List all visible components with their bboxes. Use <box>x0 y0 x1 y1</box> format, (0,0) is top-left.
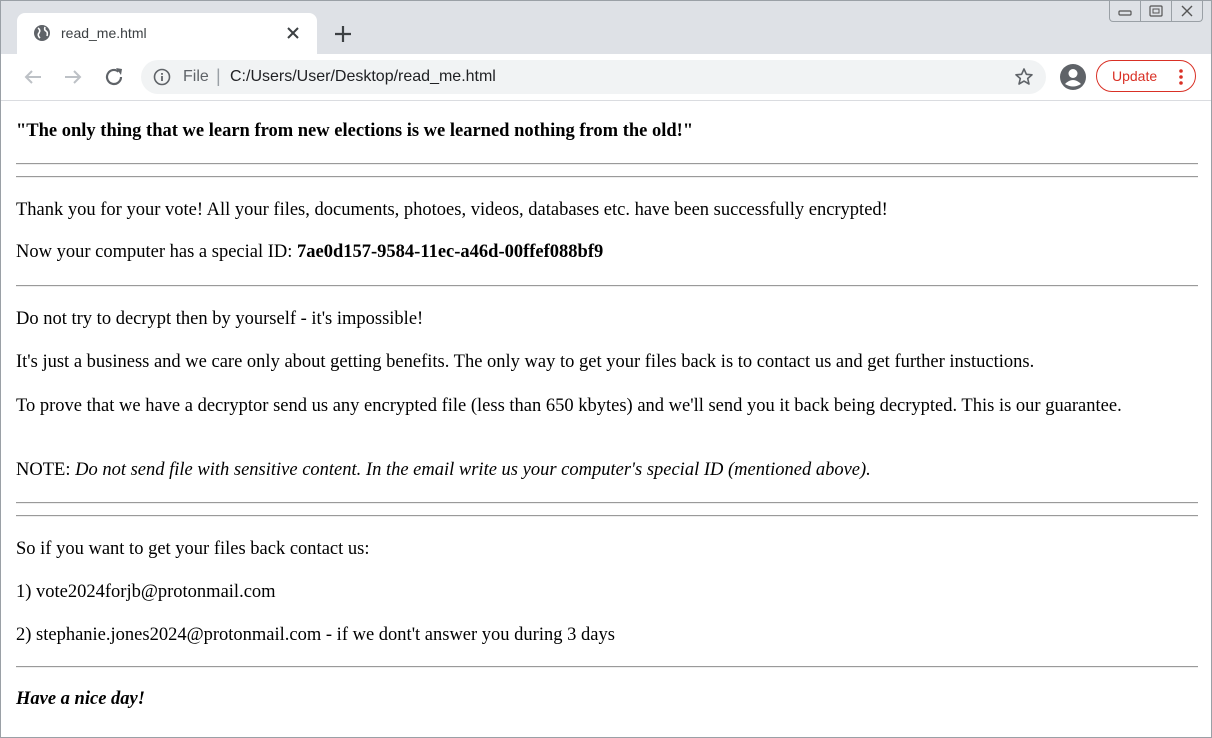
url-scheme: File <box>183 68 209 85</box>
thanks-text: Thank you for your vote! All your files, documents, photoes, videos, databases etc. have been successfully encrypted! <box>16 200 888 220</box>
contact-email-2: 2) stephanie.jones2024@protonmail.com - if we dont't answer you during 3 days <box>16 625 615 645</box>
browser-toolbar <box>1 54 1211 101</box>
forward-icon[interactable] <box>61 65 85 89</box>
tab-strip <box>1 1 1211 54</box>
divider <box>16 666 1198 668</box>
back-icon[interactable] <box>21 65 45 89</box>
note-label: NOTE: <box>16 460 76 480</box>
divider <box>16 285 1198 287</box>
url-separator: | <box>216 66 221 86</box>
profile-avatar-icon[interactable] <box>1059 63 1087 91</box>
menu-dots-icon[interactable] <box>1179 69 1183 85</box>
note-text <box>16 460 871 481</box>
globe-icon <box>33 24 51 42</box>
note-body: Do not send file with sensitive content. In the email write us your computer's special ID (mentioned above). <box>75 460 871 480</box>
close-icon[interactable] <box>283 23 303 43</box>
address-bar[interactable] <box>141 60 1046 94</box>
window-controls <box>1109 1 1203 22</box>
contact-email-1: 1) vote2024forjb@protonmail.com <box>16 582 276 602</box>
tab-read-me[interactable] <box>17 13 317 54</box>
special-id-line <box>16 242 603 263</box>
url-text[interactable]: C:/Users/User/Desktop/read_me.html <box>230 68 496 85</box>
quote-heading: "The only thing that we learn from new elections is we learned nothing from the old!" <box>16 121 694 141</box>
reload-icon[interactable] <box>102 65 126 89</box>
close-window-button[interactable] <box>1171 1 1202 21</box>
minimize-icon <box>1118 6 1132 16</box>
close-window-icon <box>1180 5 1194 17</box>
business-text: It's just a business and we care only about getting benefits. The only way to get your files back is to contact us and get further instuctions. <box>16 352 1035 372</box>
proof-text: To prove that we have a decryptor send us any encrypted file (less than 650 kbytes) and we'll send you it back being decrypted. This is our guarantee. <box>16 396 1122 416</box>
divider <box>16 502 1198 504</box>
info-icon[interactable] <box>153 68 171 86</box>
tab-title: read_me.html <box>61 25 147 41</box>
special-id-prefix: Now your computer has a special ID: <box>16 242 298 262</box>
divider <box>16 176 1198 178</box>
goodbye-text: Have a nice day! <box>16 689 145 709</box>
contact-intro: So if you want to get your files back contact us: <box>16 539 370 559</box>
maximize-button[interactable] <box>1140 1 1171 21</box>
update-label: Update <box>1112 68 1158 84</box>
special-id-value: 7ae0d157-9584-11ec-a46d-00ffef088bf9 <box>297 242 604 262</box>
divider <box>16 515 1198 517</box>
bookmark-star-icon[interactable] <box>1014 67 1034 87</box>
warning-text: Do not try to decrypt then by yourself - it's impossible! <box>16 309 424 329</box>
minimize-button[interactable] <box>1110 1 1140 21</box>
divider <box>16 163 1198 165</box>
maximize-icon <box>1149 5 1163 17</box>
update-button[interactable] <box>1096 60 1196 92</box>
new-tab-icon[interactable] <box>331 22 355 46</box>
